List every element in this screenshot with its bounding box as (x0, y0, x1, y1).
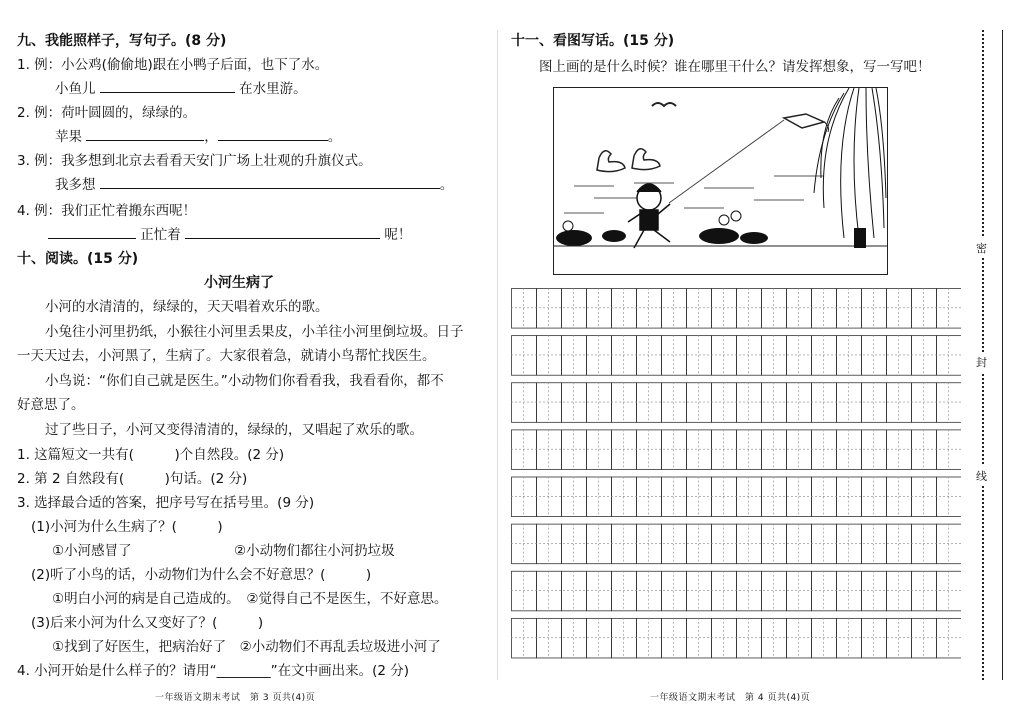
grid-cell (612, 383, 637, 423)
grid-cell (812, 289, 837, 329)
story-paragraph-1: 小河的水清清的，绿绿的，天天唱着欢乐的歌。 (45, 299, 329, 315)
grid-cell (562, 430, 587, 470)
q3-prefix: 我多想 (55, 177, 96, 193)
grid-cell (762, 571, 787, 611)
q4-blank-2[interactable] (185, 226, 380, 239)
grid-cell (837, 383, 862, 423)
grid-cell (812, 430, 837, 470)
grid-cell (837, 618, 862, 658)
grid-cell (612, 571, 637, 611)
page-divider (497, 30, 498, 680)
grid-cell (662, 289, 687, 329)
grid-cell (637, 524, 662, 564)
grid-cell (562, 618, 587, 658)
grid-cell (737, 383, 762, 423)
grid-cell (662, 571, 687, 611)
q1-example: 1. 例：小公鸡(偷偷地)跟在小鸭子后面，也下了水。 (17, 57, 329, 73)
grid-cell (612, 289, 637, 329)
story-paragraph-4: 过了些日子，小河又变得清清的，绿绿的，又唱起了欢乐的歌。 (45, 422, 423, 438)
kite-picture (553, 87, 888, 275)
grid-cell (512, 383, 537, 423)
willow-tree-icon (814, 88, 886, 238)
grid-cell (587, 571, 612, 611)
grid-cell (762, 618, 787, 658)
kite-icon (784, 114, 824, 128)
grid-cell (787, 618, 812, 658)
grid-cell (687, 571, 712, 611)
reading-q3-3-options: ①找到了好医生，把病治好了 ②小动物们不再乱丢垃圾进小河了 (52, 639, 441, 655)
grid-cell (687, 524, 712, 564)
grid-cell (887, 618, 912, 658)
grid-cell (612, 477, 637, 517)
grid-cell (712, 618, 737, 658)
reading-q3-1-option-a: ①小河感冒了 (52, 543, 132, 559)
grid-cell (762, 336, 787, 376)
grid-cell (912, 336, 937, 376)
q2-answer-line (55, 128, 341, 146)
bird-icon (652, 103, 676, 106)
grid-cell (912, 477, 937, 517)
grid-cell (762, 430, 787, 470)
grid-cell (787, 383, 812, 423)
grid-cell (637, 571, 662, 611)
grid-cell (837, 524, 862, 564)
story-paragraph-3a: 小鸟说：“你们自己就是医生。”小动物们你看看我，我看看你，都不 (45, 373, 444, 389)
grid-cell (587, 618, 612, 658)
reading-q3-1-option-b: ②小动物们都往小河扔垃圾 (234, 543, 395, 559)
q4-blank-1[interactable] (48, 226, 136, 239)
grid-cell (637, 289, 662, 329)
grid-cell (837, 571, 862, 611)
grid-cell (737, 289, 762, 329)
grid-cell (912, 571, 937, 611)
grid-cell (862, 336, 887, 376)
grid-cell (787, 289, 812, 329)
grid-cell (512, 477, 537, 517)
tree-trunk-icon (854, 228, 866, 248)
grid-cell (587, 524, 612, 564)
grid-cell (737, 477, 762, 517)
q4-mid: 正忙着 (140, 227, 181, 243)
q2-blank-2[interactable] (218, 128, 328, 141)
page-footer-left: 一年级语文期末考试 第 3 页共(4)页 (155, 693, 316, 703)
grid-cell (712, 571, 737, 611)
grid-cell (787, 430, 812, 470)
grid-cell (537, 430, 562, 470)
q3-example: 3. 例：我多想到北京去看看天安门广场上壮观的升旗仪式。 (17, 153, 372, 169)
grid-cell (912, 618, 937, 658)
grid-cell (837, 477, 862, 517)
grid-cell (837, 289, 862, 329)
grid-cell (562, 571, 587, 611)
grid-cell (912, 383, 937, 423)
kite-string-icon (669, 120, 784, 203)
water-ripples-icon (564, 176, 824, 213)
grid-cell (587, 477, 612, 517)
grid-cell (562, 383, 587, 423)
grid-cell (912, 524, 937, 564)
grid-cell (712, 289, 737, 329)
grid-cell (512, 571, 537, 611)
grid-cell (637, 383, 662, 423)
child-icon (628, 184, 670, 248)
grid-cell (662, 383, 687, 423)
grid-cell (912, 430, 937, 470)
grid-cell (537, 289, 562, 329)
grid-cell (787, 524, 812, 564)
q3-suffix: 。 (439, 177, 454, 193)
q1-prefix: 小鱼儿 (55, 81, 96, 97)
grid-cell (862, 571, 887, 611)
grid-cell (862, 430, 887, 470)
grid-cell (887, 571, 912, 611)
grid-cell (512, 336, 537, 376)
grid-cell (737, 524, 762, 564)
story-title: 小河生病了 (204, 275, 274, 291)
grid-cell (587, 383, 612, 423)
grid-cell (887, 336, 912, 376)
grid-cell (612, 524, 637, 564)
grid-cell (887, 289, 912, 329)
grid-cell (837, 430, 862, 470)
grid-cell (562, 477, 587, 517)
flowers-icon (556, 211, 768, 246)
grid-cell (587, 289, 612, 329)
grid-cell (837, 336, 862, 376)
q1-answer-line (55, 80, 307, 98)
grid-cell (712, 430, 737, 470)
grid-cell (887, 430, 912, 470)
grid-cell (562, 524, 587, 564)
q3-blank[interactable] (100, 176, 440, 189)
grid-cell (812, 477, 837, 517)
grid-cell (812, 618, 837, 658)
q2-sep: ， (204, 129, 218, 145)
q3-answer-line (55, 176, 453, 194)
q2-prefix: 苹果 (55, 129, 82, 145)
grid-cell (712, 336, 737, 376)
q2-suffix: 。 (327, 129, 342, 145)
grid-cell (812, 336, 837, 376)
grid-cell (687, 289, 712, 329)
section-9-title: 九、我能照样子，写句子。(8 分) (17, 33, 227, 49)
q1-suffix: 在水里游。 (239, 81, 307, 97)
grid-cell (762, 289, 787, 329)
reading-q3-2-options: ①明白小河的病是自己造成的。 ②觉得自己不是医生，不好意思。 (52, 591, 448, 607)
writing-grid-lines (511, 288, 961, 665)
reading-q3-2: (2)听了小鸟的话，小动物们为什么会不好意思？( ) (31, 567, 372, 583)
seal-mark-1: 密 (976, 238, 987, 258)
grid-cell (637, 336, 662, 376)
seal-mark-3: 线 (976, 466, 987, 486)
page-footer-right: 一年级语文期末考试 第 4 页共(4)页 (650, 693, 811, 703)
grid-cell (662, 618, 687, 658)
grid-cell (712, 477, 737, 517)
grid-cell (687, 430, 712, 470)
grid-cell (737, 336, 762, 376)
grid-cell (512, 289, 537, 329)
grid-cell (537, 336, 562, 376)
grid-cell (862, 477, 887, 517)
story-paragraph-2b: 一天天过去，小河黑了，生病了。大家很着急，就请小鸟帮忙找医生。 (17, 348, 436, 364)
grid-cell (812, 383, 837, 423)
q4-example: 4. 例：我们正忙着搬东西呢！ (17, 203, 197, 219)
reading-q1: 1. 这篇短文一共有( )个自然段。(2 分) (17, 447, 285, 463)
q1-blank[interactable] (100, 80, 235, 93)
grid-cell (662, 430, 687, 470)
grid-cell (562, 289, 587, 329)
grid-cell (687, 477, 712, 517)
grid-cell (737, 571, 762, 611)
writing-grid[interactable] (511, 288, 961, 665)
grid-cell (787, 571, 812, 611)
story-paragraph-2a: 小兔往小河里扔纸，小猴往小河里丢果皮，小羊往小河里倒垃圾。日子 (45, 324, 464, 340)
grid-cell (537, 477, 562, 517)
grid-cell (637, 477, 662, 517)
grid-cell (687, 618, 712, 658)
story-paragraph-3b: 好意思了。 (17, 397, 85, 413)
grid-cell (762, 524, 787, 564)
grid-cell (587, 336, 612, 376)
reading-q3: 3. 选择最合适的答案，把序号写在括号里。(9 分) (17, 495, 315, 511)
reading-q2: 2. 第 2 自然段有( )句话。(2 分) (17, 471, 248, 487)
grid-cell (537, 524, 562, 564)
grid-cell (562, 336, 587, 376)
grid-cell (862, 289, 887, 329)
grid-cell (537, 571, 562, 611)
reading-q3-3: (3)后来小河为什么又变好了？( ) (31, 615, 264, 631)
grid-cell (537, 383, 562, 423)
q2-example: 2. 例：荷叶圆圆的，绿绿的。 (17, 105, 197, 121)
grid-cell (912, 289, 937, 329)
seal-mark-2: 封 (976, 352, 987, 372)
q4-answer-line (48, 226, 411, 244)
grid-cell (787, 336, 812, 376)
grid-cell (662, 524, 687, 564)
section-10-title: 十、阅读。(15 分) (17, 251, 139, 267)
reading-q3-1: (1)小河为什么生病了？( ) (31, 519, 223, 535)
q4-suffix: 呢！ (384, 227, 412, 243)
grid-cell (812, 571, 837, 611)
grid-cell (637, 618, 662, 658)
q2-blank-1[interactable] (86, 128, 204, 141)
grid-cell (887, 524, 912, 564)
grid-cell (662, 336, 687, 376)
grid-cell (587, 430, 612, 470)
grid-cell (612, 430, 637, 470)
grid-cell (862, 618, 887, 658)
grid-cell (812, 524, 837, 564)
grid-cell (712, 383, 737, 423)
grid-cell (512, 618, 537, 658)
grid-cell (712, 524, 737, 564)
kite-scene-illustration (554, 88, 887, 274)
grid-cell (662, 477, 687, 517)
margin-border-line (1002, 30, 1003, 680)
section-11-title: 十一、看图写话。(15 分) (511, 33, 675, 49)
grid-cell (687, 336, 712, 376)
grid-cell (862, 524, 887, 564)
grid-cell (762, 477, 787, 517)
grid-cell (687, 383, 712, 423)
grid-cell (887, 477, 912, 517)
grid-cell (887, 383, 912, 423)
grid-cell (537, 618, 562, 658)
grid-cell (737, 430, 762, 470)
grid-cell (612, 618, 637, 658)
grid-cell (512, 430, 537, 470)
grid-cell (862, 383, 887, 423)
grid-cell (612, 336, 637, 376)
grid-cell (737, 618, 762, 658)
duck-icon (597, 149, 660, 172)
grid-cell (512, 524, 537, 564)
reading-q4: 4. 小河开始是什么样子的？请用“________”在文中画出来。(2 分) (17, 663, 410, 679)
grid-cell (787, 477, 812, 517)
grid-cell (637, 430, 662, 470)
writing-prompt: 图上画的是什么时候？谁在哪里干什么？请发挥想象，写一写吧！ (539, 59, 931, 75)
grid-cell (762, 383, 787, 423)
